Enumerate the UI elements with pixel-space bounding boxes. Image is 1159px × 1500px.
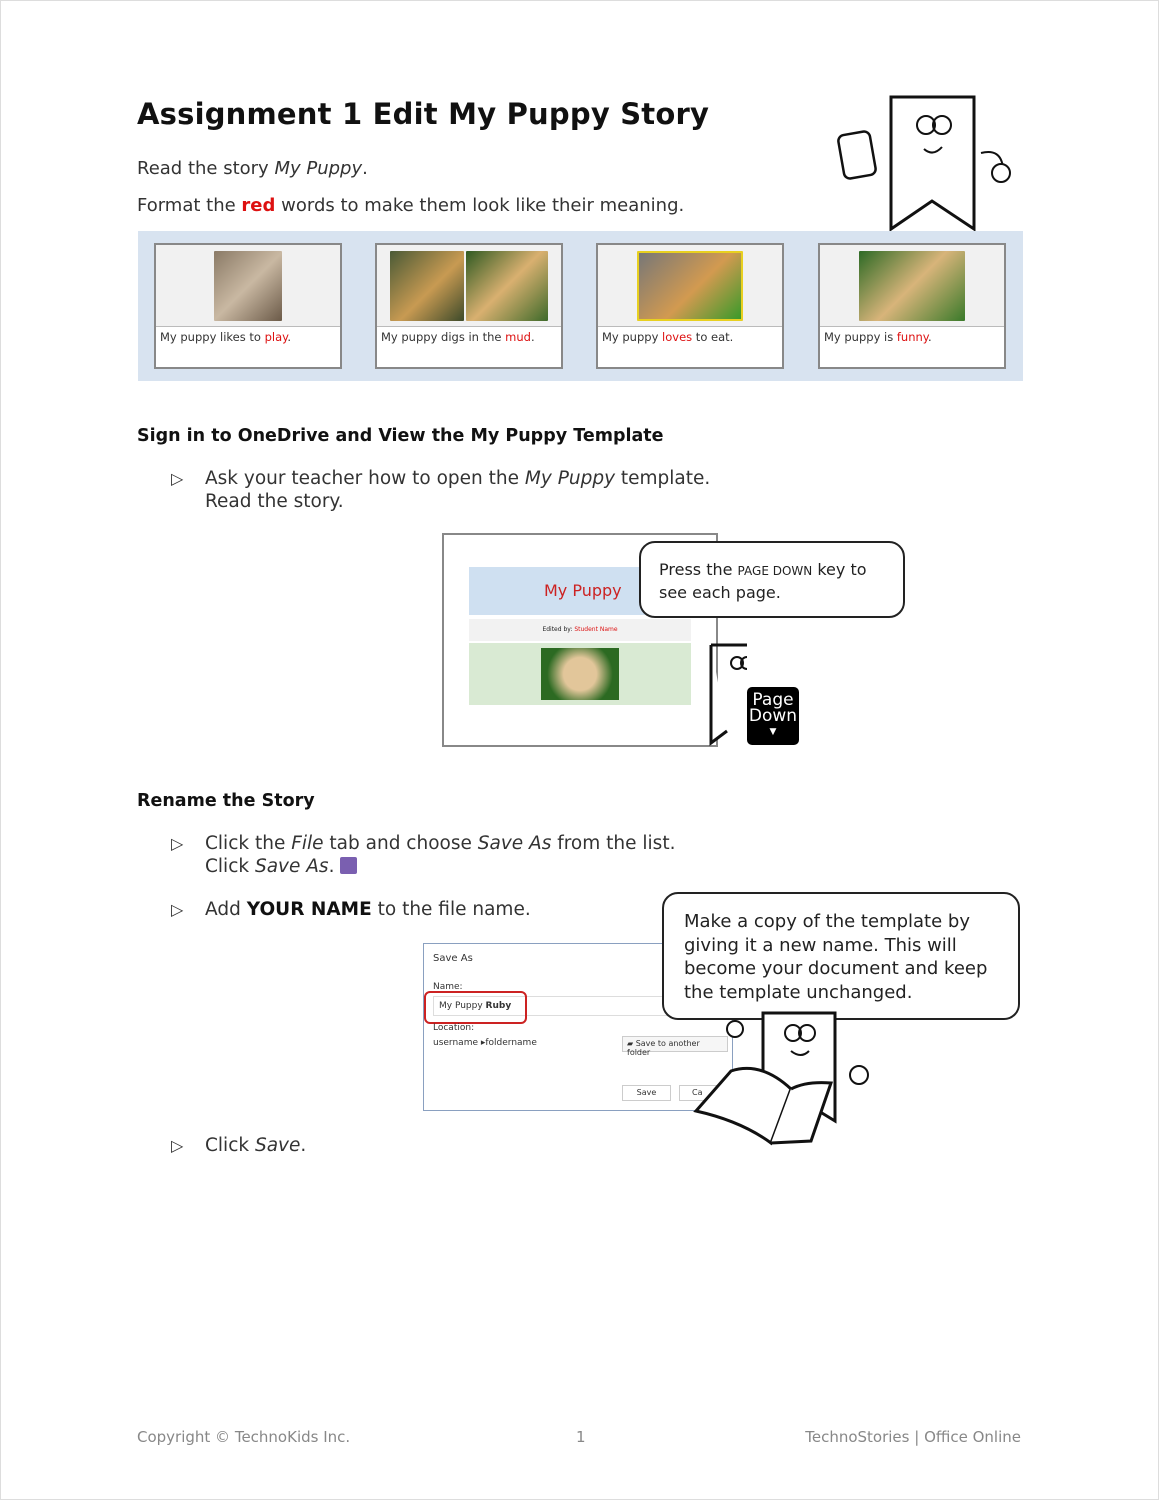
- footer-page-number: 1: [576, 1428, 586, 1446]
- text: My puppy is: [824, 330, 897, 344]
- text: Save As: [254, 856, 329, 877]
- text: My Puppy: [524, 468, 616, 489]
- red-word: funny: [896, 330, 928, 344]
- puppy-photo: [859, 251, 965, 321]
- text: Click the: [205, 833, 292, 854]
- location-path: username ▸foldername: [433, 1038, 537, 1048]
- text: Page: [752, 690, 794, 710]
- example-card-mud: [375, 243, 563, 369]
- red-word: red: [241, 195, 276, 216]
- red-word: loves: [662, 330, 693, 344]
- save-button[interactable]: Save: [622, 1085, 671, 1101]
- student-name: Student Name: [574, 626, 618, 633]
- text: template.: [615, 468, 711, 489]
- footer-brand: TechnoStories | Office Online: [805, 1428, 1021, 1446]
- example-strip: [138, 231, 1023, 381]
- dialog-title: Save As: [433, 953, 473, 964]
- location-label: Location:: [433, 1023, 475, 1033]
- footer-copyright: Copyright © TechnoKids Inc.: [137, 1428, 351, 1446]
- text: .: [287, 330, 291, 344]
- puppy-photo: [214, 251, 282, 321]
- puppy-photo: [390, 251, 464, 321]
- folder-icon: ▰: [627, 1039, 636, 1048]
- text: Read the story: [137, 158, 275, 179]
- puppy-photo: [637, 251, 743, 321]
- story-name: My Puppy: [274, 158, 363, 179]
- text: from the list.: [551, 833, 676, 854]
- preview-title: My Puppy: [544, 581, 622, 600]
- triangle-bullet-icon: ▷: [171, 1136, 184, 1155]
- text: Save As: [477, 833, 552, 854]
- text: Save to another folder: [627, 1039, 700, 1057]
- cancel-button[interactable]: Ca: [679, 1085, 728, 1101]
- text: to the file name.: [371, 899, 531, 920]
- text: .: [362, 158, 368, 179]
- key-name: PAGE DOWN: [737, 564, 813, 578]
- text: My puppy likes to: [160, 330, 265, 344]
- page-down-key: [747, 687, 799, 745]
- text: My Puppy: [439, 1001, 486, 1011]
- bullet-add-name: [171, 898, 531, 921]
- preview-edited-by: [469, 619, 691, 641]
- bullet-click-save: [171, 1134, 306, 1157]
- arrow-down-icon: ▼: [769, 727, 777, 737]
- puppy-photo: [466, 251, 548, 321]
- text: Click: [205, 1135, 255, 1156]
- text: Format the: [137, 195, 242, 216]
- text: to eat.: [692, 330, 734, 344]
- text: Edited by:: [542, 626, 575, 633]
- card-caption: [156, 327, 340, 347]
- example-card-funny: [818, 243, 1006, 369]
- text: .: [927, 330, 932, 344]
- text: Save: [254, 1135, 301, 1156]
- save-as-icon: [340, 857, 357, 874]
- text: My puppy digs in the: [381, 330, 506, 344]
- text: tab and choose: [323, 833, 478, 854]
- text: .: [300, 1135, 307, 1156]
- text: Press the: [659, 560, 738, 579]
- text: YOUR NAME: [246, 899, 372, 920]
- bullet-open-template: [171, 467, 710, 513]
- mascot-reading-book-icon: [691, 1011, 881, 1151]
- bookmark-mascot-icon: [831, 93, 1026, 235]
- page-down-tip-bubble: [639, 541, 905, 618]
- text: Read the story.: [205, 491, 344, 512]
- text: Add: [205, 899, 247, 920]
- text: Down: [748, 706, 798, 726]
- text: My puppy: [602, 330, 663, 344]
- text: .: [328, 856, 335, 877]
- name-label: Name:: [433, 982, 463, 992]
- text: Click: [205, 856, 255, 877]
- intro-line-2: [137, 195, 684, 216]
- red-word: mud: [505, 330, 531, 344]
- red-word: play: [264, 330, 288, 344]
- card-caption: [820, 327, 1004, 347]
- bullet-save-as: [171, 832, 675, 878]
- section-heading-rename: Rename the Story: [137, 791, 315, 811]
- example-card-play: [154, 243, 342, 369]
- text: Ask your teacher how to open the: [205, 468, 525, 489]
- puppy-photo: [541, 648, 619, 700]
- text: key to see each page.: [659, 560, 867, 602]
- card-caption: [598, 327, 782, 347]
- text: .: [530, 330, 535, 344]
- highlight-outline: [424, 991, 527, 1024]
- card-caption: [377, 327, 561, 347]
- text: File: [291, 833, 324, 854]
- rename-tip-bubble: Make a copy of the template by giving it a new name. This will become your document and keep the template unchanged.: [662, 892, 1020, 1020]
- triangle-bullet-icon: ▷: [171, 900, 184, 919]
- triangle-bullet-icon: ▷: [171, 834, 184, 853]
- example-card-loves: [596, 243, 784, 369]
- text: Ruby: [485, 1001, 512, 1011]
- triangle-bullet-icon: ▷: [171, 469, 184, 488]
- section-heading-sign-in: Sign in to OneDrive and View the My Puppy Template: [137, 426, 664, 446]
- intro-line-1: [137, 158, 368, 179]
- page-title: Assignment 1 Edit My Puppy Story: [137, 97, 710, 131]
- text: words to make them look like their meaning.: [275, 195, 685, 216]
- bookmark-mascot-icon: [687, 613, 747, 753]
